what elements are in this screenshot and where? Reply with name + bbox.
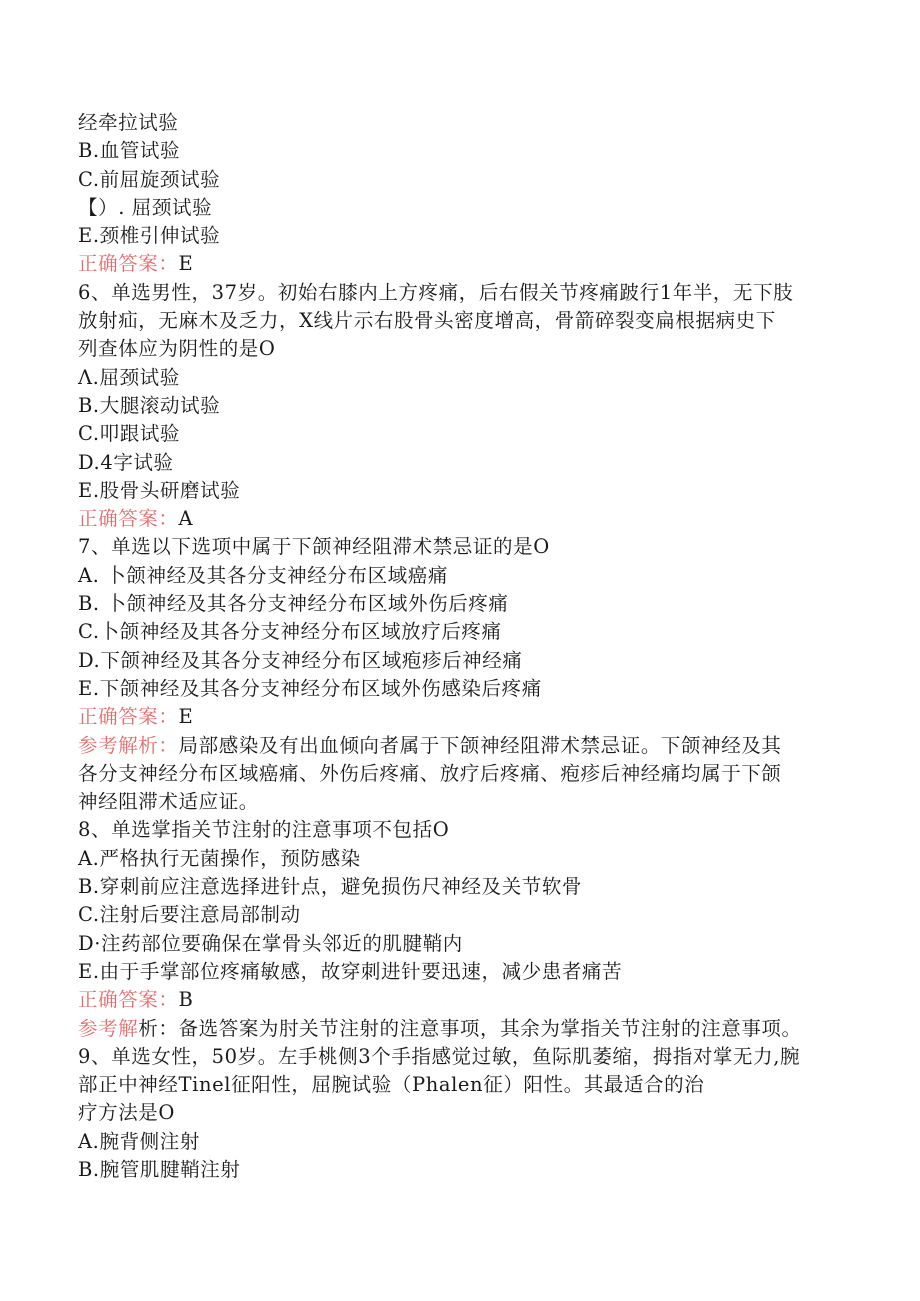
explanation-line-2: 各分支神经分布区域癌痛、外伤后疼痛、放疗后疼痛、疱疹后神经痛均属于下颌 xyxy=(78,761,782,785)
answer-value: B xyxy=(178,988,194,1012)
option-d: D.下颌神经及其各分支神经分布区域疱疹后神经痛 xyxy=(78,648,523,672)
explanation-line-3: 神经阻滞术适应证。 xyxy=(78,790,259,814)
option-b: B.血管试验 xyxy=(78,139,181,163)
option-a: A.腕背侧注射 xyxy=(78,1129,200,1153)
answer-value: E xyxy=(178,252,194,276)
answer-line xyxy=(78,986,848,1014)
explanation-line-1 xyxy=(78,732,848,760)
option-c: C.前屈旋颈试验 xyxy=(78,167,221,191)
answer-line xyxy=(78,250,848,278)
answer-value: A xyxy=(178,507,194,531)
explanation-line-1 xyxy=(78,1015,848,1043)
option-d: D.4字试验 xyxy=(78,450,174,474)
answer-line xyxy=(78,505,848,533)
document-page xyxy=(78,109,848,1184)
question-6-line-1: 6、单选男性，37岁。初始右膝内上方疼痛，后右假关节疼痛跛行1年半，无下肢 xyxy=(78,280,794,304)
option-d: 【）. 屈颈试验 xyxy=(78,195,213,219)
question-6-line-2: 放射疝，无麻木及乏力，X线片示右股骨头密度增高，骨箭碎裂变扁根据病史下 xyxy=(78,309,776,333)
option-e: E.由于手掌部位疼痛敏感，故穿刺进针要迅速，减少患者痛苦 xyxy=(78,959,623,983)
option-a: A. 卜颌神经及其各分支神经分布区域癌痛 xyxy=(78,563,448,587)
question-8: 8、单选掌指关节注射的注意事项不包括O xyxy=(78,818,450,842)
option-c: C.卜颌神经及其各分支神经分布区域放疗后疼痛 xyxy=(78,620,502,644)
explanation-label: 参考解析： xyxy=(78,733,179,757)
explanation-text: 析：备选答案为肘关节注射的注意事项，其余为掌指关节注射的注意事项。 xyxy=(138,1016,802,1040)
explanation-text: 局部感染及有出血倾向者属于下颌神经阻滞术禁忌证。下颌神经及其 xyxy=(178,733,782,757)
option-e: E.股骨头研磨试验 xyxy=(78,478,241,502)
answer-value: E xyxy=(178,705,194,729)
option-e: E.下颌神经及其各分支神经分布区域外伤感染后疼痛 xyxy=(78,676,542,700)
option-b: B.大腿滚动试验 xyxy=(78,393,221,417)
option-a: A.严格执行无菌操作，预防感染 xyxy=(78,846,361,870)
option-b: B.穿刺前应注意选择进针点，避免损伤尺神经及关节软骨 xyxy=(78,875,583,899)
answer-label: 正确答案： xyxy=(78,507,179,531)
answer-line xyxy=(78,703,848,731)
question-6-line-3: 列查体应为阴性的是O xyxy=(78,337,276,361)
text-line: 经牵拉试验 xyxy=(78,111,179,134)
answer-label: 正确答案： xyxy=(78,988,179,1012)
answer-label: 正确答案： xyxy=(78,252,179,276)
option-b: B. 卜颌神经及其各分支神经分布区域外伤后疼痛 xyxy=(78,592,509,616)
answer-label: 正确答案： xyxy=(78,705,179,729)
option-a: Λ.屈颈试验 xyxy=(78,365,180,389)
question-9-line-1: 9、单选女性，50岁。左手桃侧3个手指感觉过敏，鱼际肌萎缩，拇指对掌无力,腕 xyxy=(78,1044,801,1068)
explanation-label: 参考解 xyxy=(78,1016,139,1040)
option-d: D·注药部位要确保在掌骨头邻近的肌腱鞘内 xyxy=(78,931,463,955)
question-9-line-2: 部正中神经Tinel征阳性，屈腕试验（Phalen征）阳性。其最适合的治 xyxy=(78,1073,705,1097)
option-c: C.注射后要注意局部制动 xyxy=(78,903,301,927)
option-b: B.腕管肌腱鞘注射 xyxy=(78,1157,241,1181)
option-e: E.颈椎引伸试验 xyxy=(78,224,221,248)
option-c: C.叩跟试验 xyxy=(78,422,181,446)
question-9-line-3: 疗方法是O xyxy=(78,1101,175,1125)
question-7: 7、单选以下选项中属于下颌神经阻滞术禁忌证的是O xyxy=(78,535,550,559)
